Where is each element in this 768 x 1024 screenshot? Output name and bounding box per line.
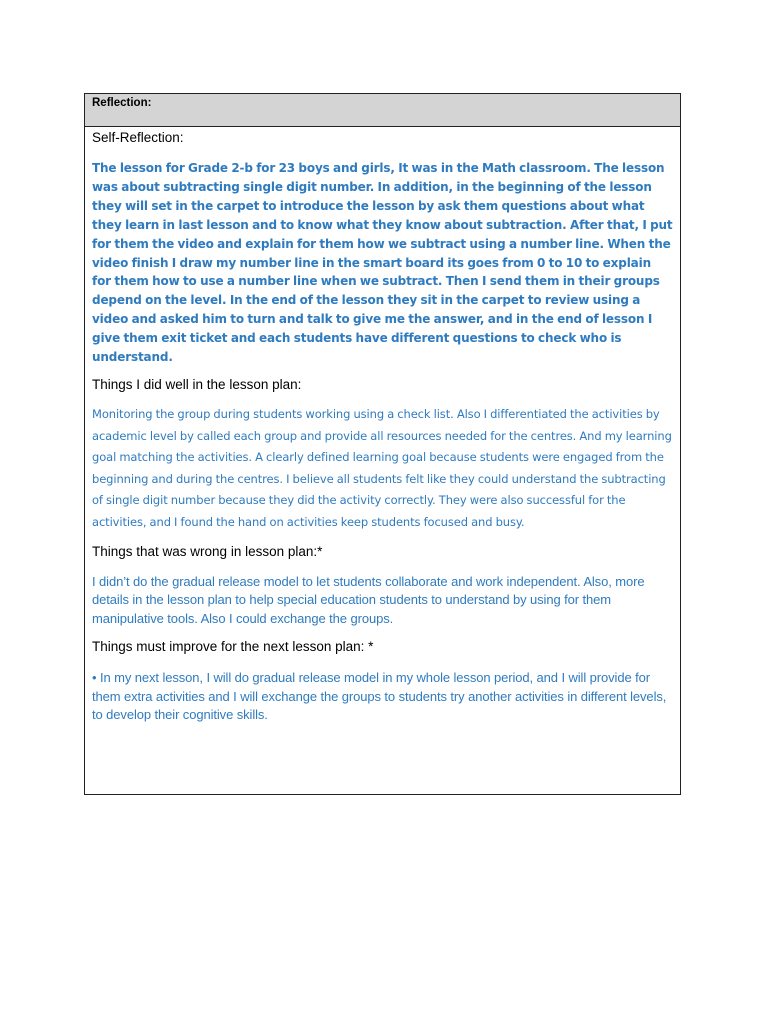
self-reflection-body: The lesson for Grade 2-b for 23 boys and girls, It was in the Math classroom. The lesson was about subtracting single digit number. In addition, in the beginning of the lesson they will set in the carpet to introduce the lesson by ask them questions about what they learn in last lesson and to know what they know about subtraction. After that, I put for them the video and explain for them how we subtract using a number line. When the video finish I draw my number line in the smart board its goes from 0 to 10 to explain for them how to use a number line when we subtract. Then I send them in their groups depend on the level. In the end of the lesson they sit in the carpet to review using a video and asked him to turn and talk to give me the answer, and in the end of lesson I give them exit ticket and each students have different questions to check who is understand. <box>92 161 673 365</box>
did-well-body: Monitoring the group during students working using a check list. Also I differentiated the activities by academic level by called each group and provide all resources needed for the centres. And my learning goal matching the activities. A clearly defined learning goal because students were engaged from the beginning and during the centres. I believe all students felt like they could understand the subtracting of single digit number because they did the activity correctly. They were also successful for the activities, and I found the hand on activities keep students focused and busy. <box>92 406 672 529</box>
improve-heading: Things must improve for the next lesson plan: * <box>92 639 374 655</box>
reflection-content <box>85 129 680 725</box>
improve-body: • In my next lesson, I will do gradual release model in my whole lesson period, and I will provide for them extra activities and I will exchange the groups to students try another activities in different levels, to develop their cognitive skills. <box>92 670 667 723</box>
self-reflection-heading: Self-Reflection: <box>92 130 184 145</box>
reflection-title: Reflection: <box>92 97 152 109</box>
wrong-heading: Things that was wrong in lesson plan:* <box>92 543 323 559</box>
wrong-body: I didn’t do the gradual release model to let students collaborate and work independent. Also, more details in the lesson plan to help special education students to understand by using for them manipulative tools. Also I could exchange the groups. <box>92 573 645 626</box>
reflection-table <box>84 93 681 795</box>
reflection-header <box>85 94 680 127</box>
did-well-heading: Things I did well in the lesson plan: <box>92 376 302 392</box>
